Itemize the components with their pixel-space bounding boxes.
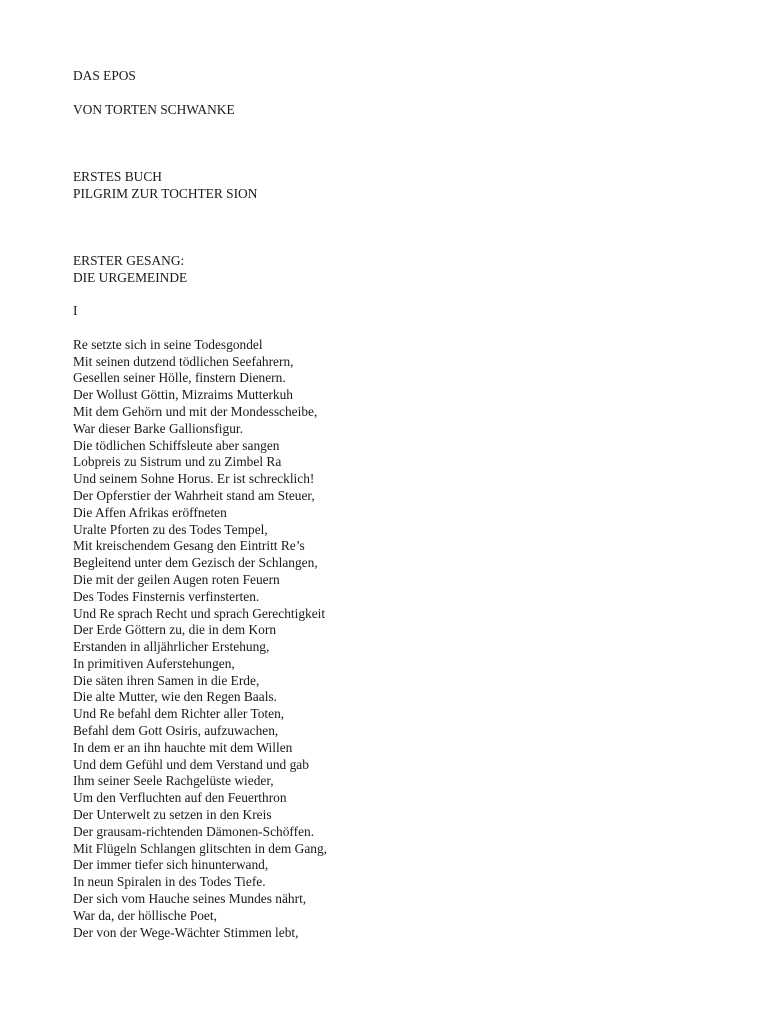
verse-line: Mit kreischendem Gesang den Eintritt Re’s [73,538,305,554]
verse-line: Und dem Gefühl und dem Verstand und gab [73,756,309,772]
title-line: DAS EPOS [73,68,136,83]
verse-line: Erstanden in alljährlicher Erstehung, [73,639,270,655]
verse-line: Der Erde Göttern zu, die in dem Korn [73,622,277,638]
canto-subtitle-line: DIE URGEMEINDE [73,269,188,285]
verse-line: Der Wollust Göttin, Mizraims Mutterkuh [73,387,293,403]
verse-line: Um den Verfluchten auf den Feuerthron [73,790,287,806]
document-page [73,68,713,941]
document-title [73,68,713,85]
author-line: VON TORTEN SCHWANKE [73,101,235,117]
verse-line: Des Todes Finsternis verfinsterten. [73,588,260,604]
verse-line: Die Affen Afrikas eröffneten [73,504,227,520]
book-heading [73,169,713,203]
verse-line: Die mit der geilen Augen roten Feuern [73,571,280,587]
section-numeral-line: I [73,303,78,319]
verse-line: In neun Spiralen in des Todes Tiefe. [73,874,266,890]
verse-line: Die säten ihren Samen in die Erde, [73,672,260,688]
verse-line: Ihm seiner Seele Rachgelüste wieder, [73,773,274,789]
verse-line: Der Opferstier der Wahrheit stand am Steuer, [73,487,315,503]
canto-heading [73,253,713,287]
verse-line: Der von der Wege-Wächter Stimmen lebt, [73,924,299,940]
verse-line: Und seinem Sohne Horus. Er ist schrecklich! [73,471,315,487]
canto-heading-line: ERSTER GESANG: [73,252,185,268]
verse-line: Begleitend unter dem Gezisch der Schlangen, [73,555,318,571]
verse-line: Der grausam-richtenden Dämonen-Schöffen. [73,823,315,839]
verse-line: Und Re befahl dem Richter aller Toten, [73,706,285,722]
book-heading-line: ERSTES BUCH [73,168,162,184]
section-numeral [73,303,713,320]
document-author [73,102,713,119]
book-subtitle-line: PILGRIM ZUR TOCHTER SION [73,185,258,201]
verse-line: Und Re sprach Recht und sprach Gerechtigkeit [73,605,326,621]
verse-line: Gesellen seiner Hölle, finstern Dienern. [73,370,286,386]
verse-line: Der Unterwelt zu setzen in den Kreis [73,807,272,823]
verse-line: War dieser Barke Gallionsfigur. [73,420,243,436]
verse-line: Die tödlichen Schiffsleute aber sangen [73,437,280,453]
verse-line: Uralte Pforten zu des Todes Tempel, [73,521,268,537]
verse-line: Befahl dem Gott Osiris, aufzuwachen, [73,723,279,739]
verse-line: Re setzte sich in seine Todesgondel [73,336,263,352]
verse-line: Mit Flügeln Schlangen glitschten in dem Gang, [73,840,328,856]
verse-line: Mit seinen dutzend tödlichen Seefahrern, [73,353,294,369]
verse-line: In primitiven Auferstehungen, [73,655,235,671]
verse-line: Mit dem Gehörn und mit der Mondesscheibe, [73,403,318,419]
verse-line: Der sich vom Hauche seines Mundes nährt, [73,891,307,907]
verse-line: Die alte Mutter, wie den Regen Baals. [73,689,277,705]
verse-line: Der immer tiefer sich hinunterwand, [73,857,269,873]
verse-block [73,337,713,942]
verse-line: Lobpreis zu Sistrum und zu Zimbel Ra [73,454,282,470]
verse-line: In dem er an ihn hauchte mit dem Willen [73,739,293,755]
verse-line: War da, der höllische Poet, [73,907,217,923]
